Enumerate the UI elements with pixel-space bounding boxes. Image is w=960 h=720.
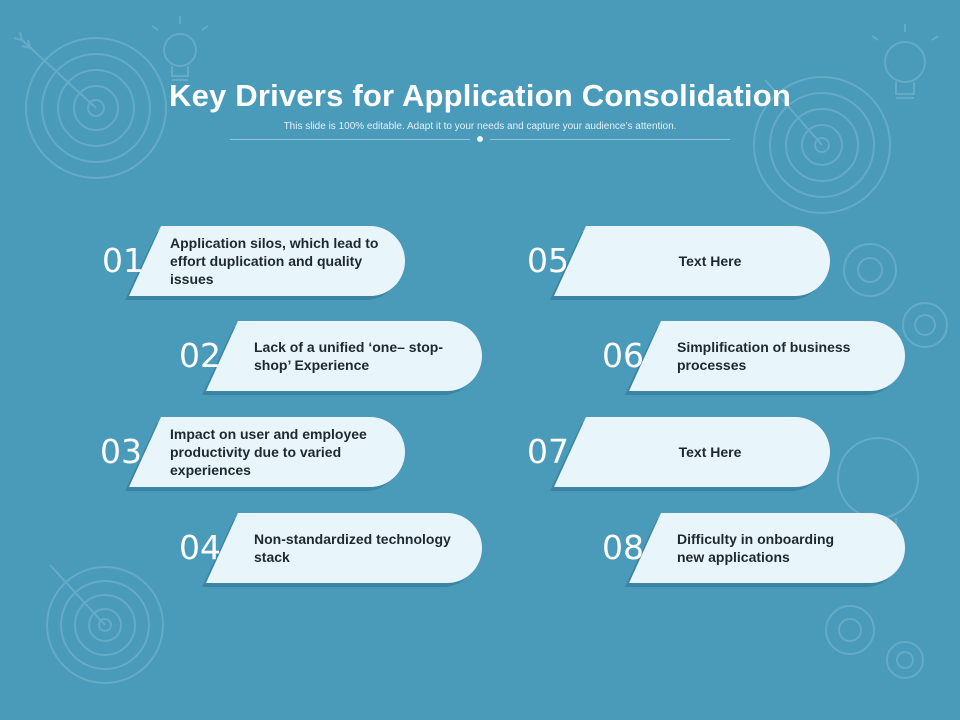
item-number: 03 xyxy=(100,432,142,471)
driver-item-03 xyxy=(95,417,435,497)
item-text: Application silos, which lead to effort duplication and quality issues xyxy=(170,235,379,287)
slide-title: Key Drivers for Application Consolidation xyxy=(169,78,791,113)
item-number: 05 xyxy=(527,241,569,280)
item-text: Lack of a unified ‘one– stop-shop’ Experience xyxy=(254,339,444,373)
slide-subtitle: This slide is 100% editable. Adapt it to your needs and capture your audience’s attention. xyxy=(283,121,677,132)
item-number: 06 xyxy=(602,336,644,375)
item-number: 02 xyxy=(179,336,221,375)
title-divider-left xyxy=(230,139,470,140)
item-number: 08 xyxy=(602,528,644,567)
driver-item-05 xyxy=(520,226,860,306)
item-text: Non-standardized technology stack xyxy=(254,531,451,565)
driver-item-04 xyxy=(172,513,512,593)
title-divider-dot xyxy=(477,136,483,142)
driver-item-02 xyxy=(172,321,512,401)
driver-item-01 xyxy=(95,226,435,306)
driver-item-07 xyxy=(520,417,860,497)
item-number: 01 xyxy=(102,241,144,280)
driver-item-08 xyxy=(595,513,935,593)
item-text: Text Here xyxy=(678,253,742,269)
item-text: Impact on user and employee productivity due to varied experiences xyxy=(170,426,367,478)
item-text: Text Here xyxy=(678,444,742,460)
driver-item-06 xyxy=(595,321,935,401)
title-divider-right xyxy=(490,139,730,140)
lightbulb-icon xyxy=(152,16,208,80)
item-text: Simplification of business processes xyxy=(677,339,851,373)
target-icon xyxy=(47,565,163,683)
item-number: 07 xyxy=(527,432,569,471)
item-text: Difficulty in onboarding new applications xyxy=(677,531,835,565)
item-number: 04 xyxy=(179,528,221,567)
